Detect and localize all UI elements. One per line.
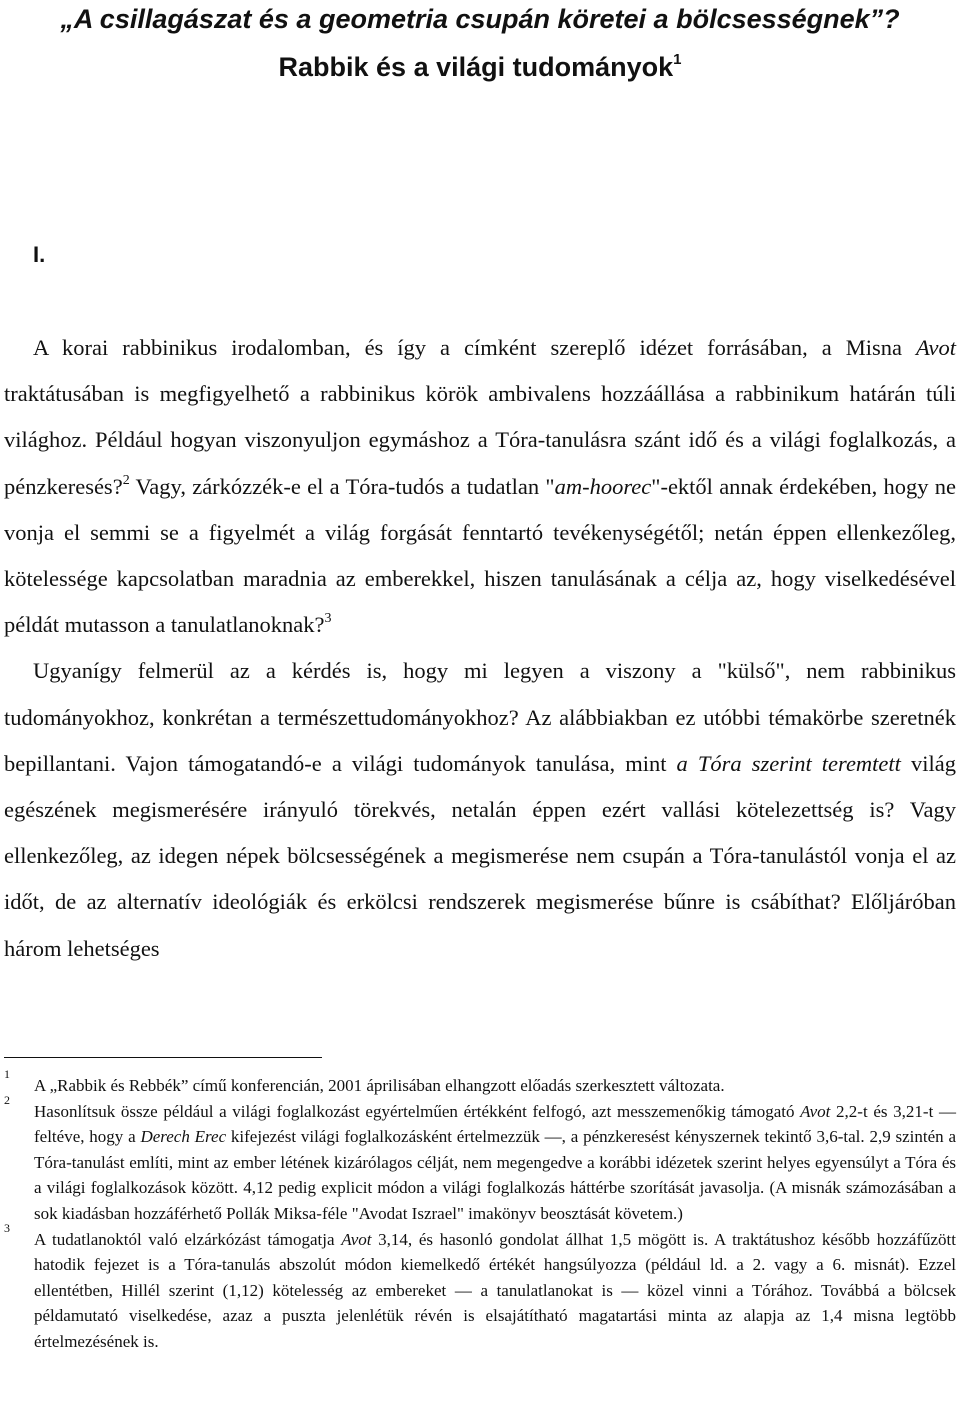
italic-avot: Avot <box>341 1229 372 1249</box>
italic-am-hoorec: am-hoorec <box>554 473 652 499</box>
footnote-text-a: Hasonlítsuk össze például a világi foglalkozást egyértelműen értékként felfogó, azt messzemenőkig támogató <box>34 1101 801 1121</box>
paragraph-2-text-b: világ egészének megismerésére irányuló törekvés, netalán éppen ezért vallási kötelezettség is? Vagy ellenkezőleg, az idegen népek bölcsességének a megismerése nem csupán a Tóra-tanulástól vonja el az időt, de az alternatív ideológiák és erkölcsi rendszerek megismerése bűnre is csábíthat? Előljáróban három lehetséges <box>4 750 956 961</box>
section-number: I. <box>33 242 46 267</box>
paragraph-1-text-a: A korai rabbinikus irodalomban, és így a címként szereplő idézet forrásában, a Misna <box>33 335 916 360</box>
paragraph-1-text-c: Vagy, zárkózzék-e el a Tóra-tudós a tudatlan " <box>129 473 555 499</box>
paragraph-1-text-d: "-ektől annak érdekében, hogy ne vonja el semmi se a figyelmét a világ forgását fenntartó tevékenységétől; netán éppen ellenkezőleg, kötelessége kapcsolatban maradnia az emberekkel, hiszen tanulásának a célja az, hogy viselkedésével példát mutasson a tanulatlanoknak? <box>4 473 956 638</box>
footnote-2 <box>4 1092 956 1227</box>
italic-derech-erec: Derech Erec <box>140 1127 227 1147</box>
title-line-1: „A csillagászat és a geometria csupán köretei a bölcsességnek”? <box>60 4 900 34</box>
paragraph-2-text-a: Ugyanígy felmerül az a kérdés is, hogy mi legyen a viszony a "külső", nem rabbinikus tudományokhoz, konkrétan a természettudományokhoz? Az alábbiakban ez utóbbi témakörbe szeretnék bepillantani. Vajon támogatandó-e a világi tudományok tanulása, mint <box>4 658 956 776</box>
italic-avot: Avot <box>916 335 956 360</box>
footnote-text-b: 3,14, és hasonló gondolat állhat 1,5 mögött is. A traktátushoz később hozzáfűzött hatodik fejezet is a Tóra-tanulás abszolút módon kiemelkedő értékét hangsúlyozza (például ld. a 2. vagy a 6. misnát). Ezzel ellentétben, Hillél szerint (1,12) kötelesség az embereket — a tanulatlanokat is — közel vinni a Tórához. Továbbá a bölcsek példamutató viselkedése, azaz a puszta jelenlétük révén is elsajátítható magatartási minta az alapja az 1,4 misna legtöbb értelmezésének is. <box>34 1229 956 1351</box>
italic-tora-phrase: a Tóra szerint teremtett <box>676 750 901 776</box>
body-text <box>4 325 956 972</box>
italic-avot: Avot <box>800 1101 831 1121</box>
footnote-number: 1 <box>4 1067 10 1081</box>
footnote-ref-1: 1 <box>673 51 682 68</box>
footnote-text-b: 2,2-t és 3,21-t — feltéve, hogy a <box>34 1101 956 1147</box>
footnote-ref-2: 2 <box>122 472 130 488</box>
footnote-text-c: kifejezést világi foglalkozásként értelmezzük —, a pénzkeresést kényszernek tekintő 3,6-tal. 2,9 szintén a Tóra-tanulást említi, mint az ember létének kizárólagos célját, nem megengedve a korábbi idézetek szerint helyes egyensúlyt a Tóra és a világi foglalkozások között. 4,12 pedig explicit módon a világi foglalkozás háttérbe szorítását javasolja. (A misnák számozásában a sok kiadásban hozzáférhető Pollák Miksa-féle "Avodat Iszrael" imakönyv beosztását követem.) <box>34 1127 956 1223</box>
paragraph-1-text-b: traktátusában is megfigyelhető a rabbinikus körök ambivalens hozzáállása a rabbinikum határán túli világhoz. Például hogyan viszonyuljon egymáshoz a Tóra-tanulásra szánt idő és a világi foglalkozás, a pénzkeresés? <box>4 381 956 499</box>
footnote-number: 3 <box>4 1220 10 1235</box>
footnote-text-a: A tudatlanoktól való elzárkózást támogatja <box>34 1229 342 1249</box>
title-line-2 <box>0 50 960 84</box>
footnote-separator <box>4 1057 322 1058</box>
footnote-number: 2 <box>4 1092 10 1107</box>
footnote-ref-3: 3 <box>324 611 332 627</box>
footnote-3 <box>4 1220 956 1355</box>
subtitle-text: Rabbik és a világi tudományok <box>278 52 674 82</box>
footnote-1 <box>4 1067 956 1099</box>
footnote-text: A „Rabbik és Rebbék” című konferencián, 2001 áprilisában elhangzott előadás szerkesztett változata. <box>34 1076 725 1095</box>
paragraph-1 <box>4 325 956 648</box>
footnotes <box>4 1067 956 1355</box>
paragraph-2 <box>4 648 956 971</box>
